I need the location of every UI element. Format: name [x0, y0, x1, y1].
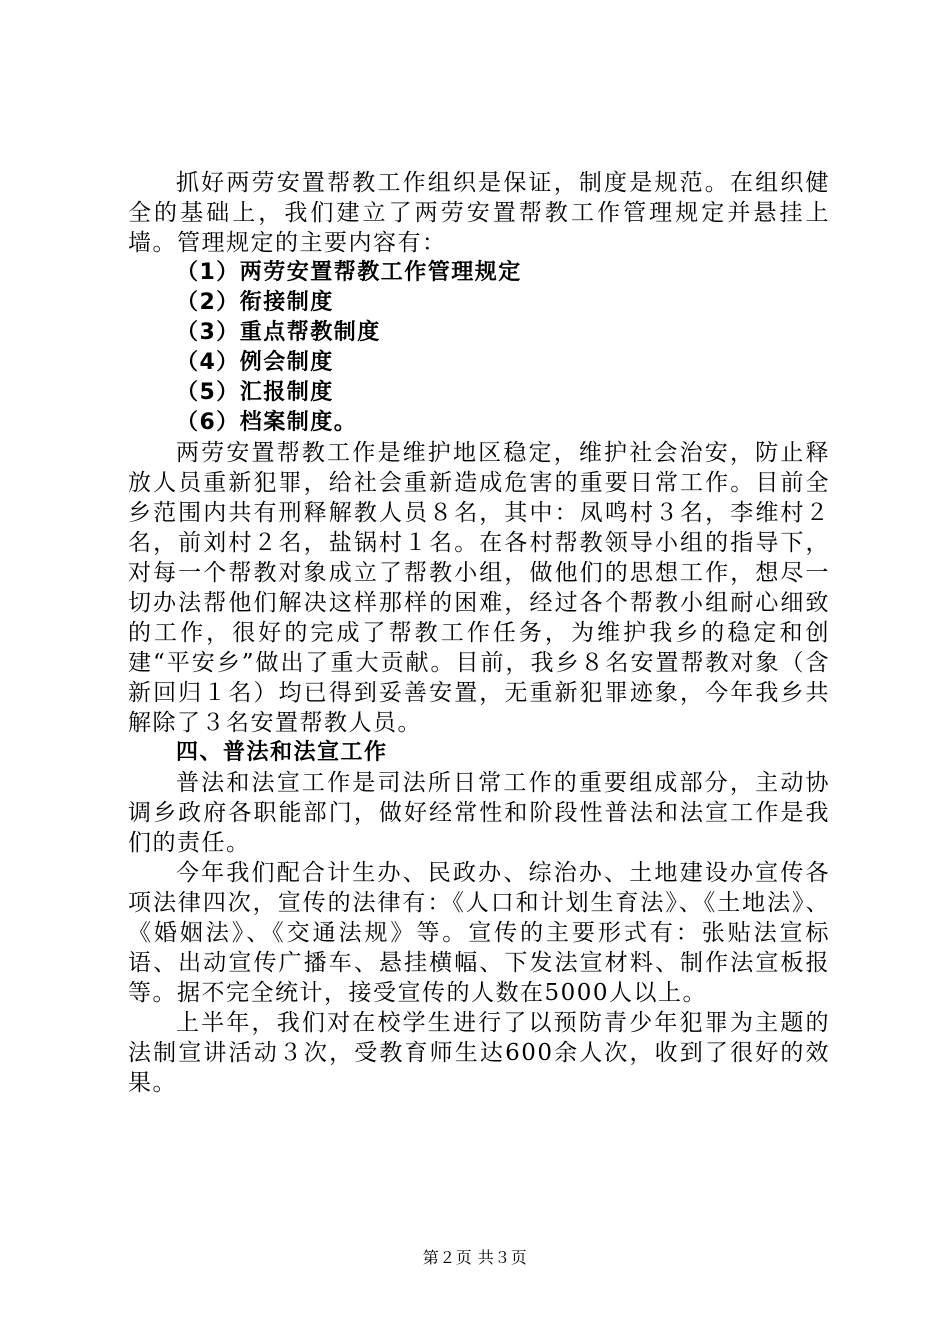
regulation-item: （6）档案制度。 [176, 410, 358, 435]
intro-paragraph: 抓好两劳安置帮教工作组织是保证，制度是规范。在组织健全的基础上，我们建立了两劳安置帮教工作管理规定并悬挂上墙。管理规定的主要内容有： [128, 170, 830, 256]
document-body [128, 168, 830, 1098]
resettlement-paragraph: 两劳安置帮教工作是维护地区稳定，维护社会治安，防止释放人员重新犯罪，给社会重新造成危害的重要日常工作。目前全乡范围内共有刑释解教人员８名，其中：凤鸣村３名，李维村２名，前刘村２名，盐锅村１名。在各村帮教领导小组的指导下，对每一个帮教对象成立了帮教小组，做他们的思想工作，想尽一切办法帮他们解决这样那样的困难，经过各个帮教小组耐心细致的工作，很好的完成了帮教工作任务，为维护我乡的稳定和创建“平安乡”做出了重大贡献。目前，我乡８名安置帮教对象（含新回归１名）均已得到妥善安置，无重新犯罪迹象，今年我乡共解除了３名安置帮教人员。 [128, 440, 830, 736]
regulation-item: （4）例会制度 [176, 350, 334, 375]
regulation-item: （3）重点帮教制度 [176, 320, 381, 345]
student-lecture-paragraph: 上半年，我们对在校学生进行了以预防青少年犯罪为主题的法制宣讲活动３次，受教育师生达600余人次，收到了很好的效果。 [128, 1010, 830, 1096]
publicity-paragraph: 今年我们配合计生办、民政办、综治办、土地建设办宣传各项法律四次，宣传的法律有：《人口和计划生育法》、《土地法》、《婚姻法》、《交通法规》等。宣传的主要形式有：张贴法宣标语、出动宣传广播车、悬挂横幅、下发法宣材料、制作法宣板报等。据不完全统计，接受宣传的人数在5000人以上。 [128, 860, 830, 1006]
section-heading: 四、普法和法宣工作 [176, 740, 388, 765]
regulation-item: （5）汇报制度 [176, 380, 334, 405]
page-number: 第２页 共３页 [422, 1248, 528, 1267]
legal-education-paragraph: 普法和法宣工作是司法所日常工作的重要组成部分，主动协调乡政府各职能部门，做好经常性和阶段性普法和法宣工作是我们的责任。 [128, 770, 830, 856]
regulation-item: （1）两劳安置帮教工作管理规定 [176, 260, 522, 285]
regulation-item: （2）衔接制度 [176, 290, 334, 315]
regulation-list [128, 258, 830, 438]
